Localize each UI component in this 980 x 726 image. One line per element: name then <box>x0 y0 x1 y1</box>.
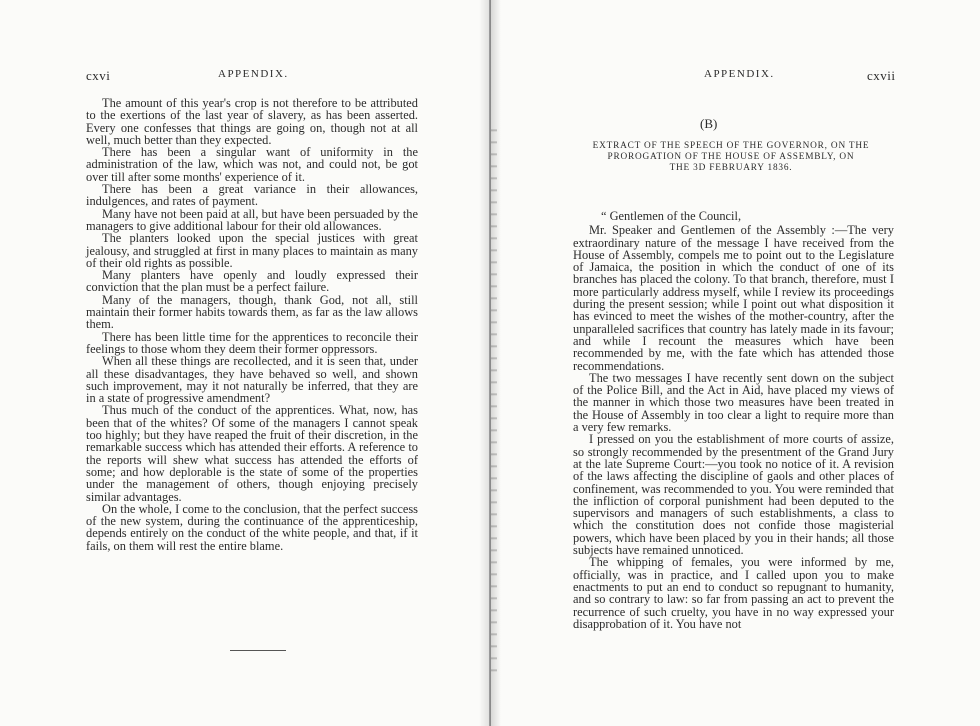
right-running-head: APPENDIX. <box>704 68 775 80</box>
extract-heading-line: THE 3D FEBRUARY 1836. <box>669 163 793 173</box>
paragraph: Many have not been paid at all, but have been persuaded by the managers to give additional labour for their old allowances. <box>86 206 418 233</box>
paragraph: There has been a singular want of uniformity in the administration of the law, which was not, and could not, be got over till after some months' experience of it. <box>86 145 418 184</box>
binding-marks <box>491 120 497 680</box>
paragraph: The amount of this year's crop is not therefore to be attributed to the exertions of the last year of slavery, as has been asserted. Every one confesses that things are going on, though not at all well, much better than they expected. <box>86 96 418 147</box>
left-running-head: APPENDIX. <box>218 68 289 80</box>
extract-heading-line: PROROGATION OF THE HOUSE OF ASSEMBLY, ON <box>607 152 855 162</box>
left-gutter-shadow <box>479 0 489 726</box>
paragraph: When all these things are recollected, and it is seen that, under all these disadvantages, they have behaved so well, and shown such improvement, may it not naturally be inferred, that they are in a state of progressive amendment? <box>86 354 418 406</box>
extract-heading-line: EXTRACT OF THE SPEECH OF THE GOVERNOR, ON THE <box>592 141 870 151</box>
paragraph: There has been little time for the apprentices to reconcile their feelings to those whom they deem their former oppressors. <box>86 329 418 356</box>
paragraph: Many planters have openly and loudly expressed their conviction that the plan must be a perfect failure. <box>86 268 418 295</box>
salutation: “ Gentlemen of the Council, <box>601 209 742 223</box>
paragraph: I pressed on you the establishment of more courts of assize, so strongly recommended by the presentment of the Grand Jury at the late Supreme Court:—you took no notice of it. A revision of the laws affecting the discipline of gaols and other places of confinement, was recommended to you. You were reminded that the infliction of corporal punishment had been deputed to the supervisors and managers of such establishments, a class to which the constitution does not confide those magisterial powers, which have been placed by you in their hands; all those subjects have remained unnoticed. <box>573 432 894 558</box>
paragraph: Mr. Speaker and Gentlemen of the Assembly :—The very extraordinary nature of the message I have received from the House of Assembly, compels me to point out to the Legislature of Jamaica, the position in which the conduct of one of its branches has placed the colony. To that branch, therefore, must I more particularly address myself, while I review its proceedings during the present session; while I point out what disposition it has evinced to meet the wishes of the mother-country, after the unparalleled sacrifices that country has lately made in its favour; and while I recount the measures which have been recommended by me, with the fate which has attended those recommendations. <box>573 223 894 373</box>
paragraph: Many of the managers, though, thank God, not all, still maintain their former habits towards them, as far as the law allows them. <box>86 292 418 332</box>
end-rule <box>230 650 286 651</box>
extract-heading <box>572 141 890 174</box>
left-body-text <box>86 97 418 552</box>
paragraph: On the whole, I come to the conclusion, that the perfect success of the new system, during the continuance of the apprenticeship, depends entirely on the conduct of the white people, and that, if it fails, on them will rest the entire blame. <box>86 501 418 553</box>
left-folio: cxvi <box>86 68 111 83</box>
paragraph: The planters looked upon the special justices with great jealousy, and struggled at first in many places to maintain as many of their old rights as possible. <box>86 231 418 270</box>
right-body-text <box>573 210 894 630</box>
paragraph: There has been a great variance in their allowances, indulgences, and rates of payment. <box>86 182 418 209</box>
right-folio: cxvii <box>867 68 896 83</box>
paragraph: The whipping of females, you were informed by me, officially, was in practice, and I called upon you to make enactments to put an end to conduct so repugnant to humanity, and so contrary to law: so far from passing an act to prevent the recurrence of such cruelty, you have in no way expressed your disapprobation of it. You have not <box>573 555 894 631</box>
paragraph: The two messages I have recently sent down on the subject of the Police Bill, and the Act in Aid, have placed my views of the manner in which those two measures have been treated in the House of Assembly in too clear a light to require more than a very few remarks. <box>573 370 894 435</box>
paragraph: Thus much of the conduct of the apprentices. What, now, has been that of the whites? Of some of the managers I cannot speak too highly; but they have reaped the fruit of their discretion, in the remarkable success which has attended their efforts. A reference to the reports will shew what success has attended the efforts of some; and how deplorable is the state of some of the properties under the management of others, though enjoying precisely similar advantages. <box>86 403 418 504</box>
section-label: (B) <box>700 116 718 131</box>
